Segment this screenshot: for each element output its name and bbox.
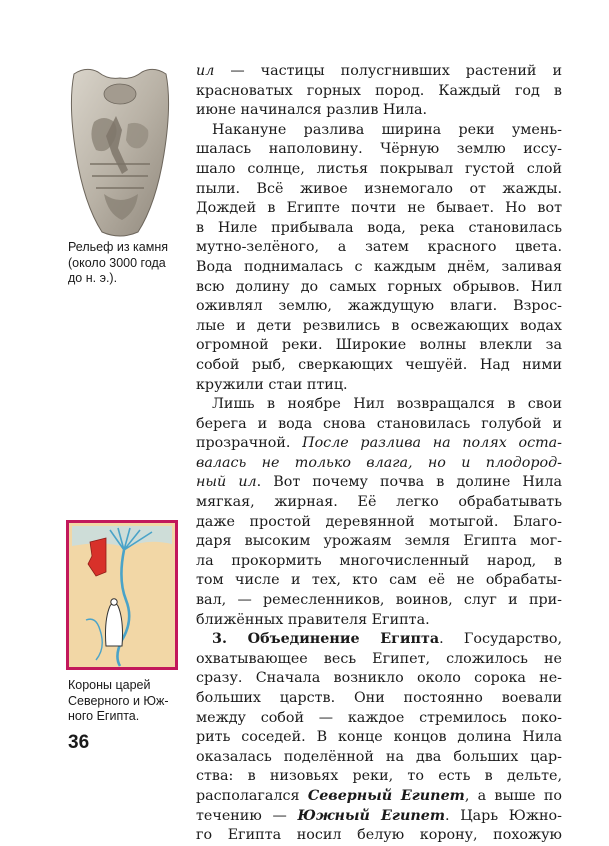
text-line <box>196 278 562 298</box>
text-span: течению — <box>196 807 298 824</box>
text-line <box>196 376 562 396</box>
text-line <box>196 650 562 670</box>
text-span: Дождей в Египте почти не бывает. Но вот <box>196 200 562 217</box>
text-span: ный ил <box>196 474 257 491</box>
stone-relief-figure <box>64 64 176 240</box>
page-number: 36 <box>68 732 90 753</box>
nile-map-icon <box>66 520 178 670</box>
text-line <box>196 121 562 141</box>
stone-relief-icon <box>64 64 176 240</box>
text-span: том числе и тех, кто сам её не обрабаты- <box>196 572 562 589</box>
text-span: пыли. Всё живое изнемогало от жажды. <box>196 180 562 197</box>
text-span: ства: в низовьях реки, то есть в дельте, <box>196 768 562 785</box>
text-span: мутно-зелёного, а затем красного цвета. <box>196 239 562 256</box>
text-line <box>196 728 562 748</box>
text-span: больших царств. Они постоянно воевали <box>196 690 562 706</box>
text-line <box>196 767 562 787</box>
text-span: июне начинался разлив Нила. <box>196 102 428 119</box>
text-span: лые и дети резвились в освежающих водах <box>196 317 562 334</box>
text-line <box>196 454 562 474</box>
text-line <box>196 709 562 729</box>
text-line <box>196 630 562 650</box>
text-line <box>196 669 562 689</box>
text-line <box>196 807 562 827</box>
text-span: сразу. Сначала возникло около сорока не- <box>196 670 562 687</box>
relief-caption: Рельеф из камня (около 3000 года до н. э.). <box>68 240 168 285</box>
text-line <box>196 101 562 121</box>
text-line <box>196 493 562 513</box>
text-span: собой рыб, сверкающих чешуёй. Над ними <box>196 356 562 373</box>
text-line <box>196 434 562 454</box>
text-span: оживлял землю, жаждущую влаги. Взрос- <box>196 298 562 315</box>
text-span: Накануне разлива ширина реки умень- <box>212 121 562 138</box>
text-line <box>196 513 562 533</box>
text-line <box>196 317 562 337</box>
text-span: кружили стаи птиц. <box>196 376 348 393</box>
text-span: ла прокормить многочисленный народ, в <box>196 552 562 569</box>
text-line <box>196 552 562 572</box>
text-span: . Царь Южно- <box>444 807 562 824</box>
text-line <box>196 787 562 807</box>
text-line <box>196 356 562 376</box>
text-span: — частицы полусгнивших растений и <box>214 63 562 79</box>
text-line <box>196 532 562 552</box>
text-span: го Египта носил белую корону, похожую <box>196 827 562 844</box>
nile-map-figure <box>66 520 178 670</box>
text-span: берега и вода снова становилась голубой и <box>196 415 562 432</box>
text-line <box>196 160 562 180</box>
text-span: Северный Египет <box>307 787 465 804</box>
text-line <box>196 336 562 356</box>
text-line <box>196 826 562 846</box>
text-line <box>196 219 562 239</box>
text-span: валась не только влага, но и плодород- <box>196 454 562 471</box>
text-line <box>196 82 562 102</box>
text-span: рить соседей. В конце концов долина Нила <box>196 729 562 746</box>
text-line <box>196 748 562 768</box>
text-span: После разлива на полях оста- <box>302 435 563 452</box>
text-span: вал, — ремесленников, воинов, слуг и при- <box>196 592 562 609</box>
text-line <box>196 689 562 709</box>
text-line <box>196 140 562 160</box>
text-line <box>196 473 562 493</box>
main-text <box>196 62 562 846</box>
text-line <box>196 611 562 631</box>
text-line <box>196 258 562 278</box>
text-line <box>196 395 562 415</box>
text-span: . Вот почему почва в долине Нила <box>256 474 563 491</box>
text-span: ближённых правителя Египта. <box>196 611 430 628</box>
text-span: прозрачной. <box>196 435 303 452</box>
text-line <box>196 62 562 82</box>
text-span: шалась наполовину. Чёрную землю иссу- <box>196 141 562 158</box>
text-span: огромной реки. Широкие волны влекли за <box>196 337 562 354</box>
section-heading: 3. Объединение Египта <box>212 631 440 648</box>
text-span: в Ниле прибывала вода, река становилась <box>196 219 562 236</box>
text-span: даже простой деревянной мотыгой. Благо- <box>196 513 562 530</box>
text-span: . Государство, <box>439 631 562 648</box>
text-span: охватывающее весь Египет, сложилось не <box>196 650 562 667</box>
text-span: мягкая, жирная. Её легко обрабатывать <box>196 494 562 511</box>
text-line <box>196 238 562 258</box>
text-span: оказалась поделённой на два больших цар- <box>196 748 562 765</box>
text-span: Вода поднималась с каждым днём, заливая <box>196 258 562 275</box>
text-line <box>196 297 562 317</box>
text-span: шало солнце, листья покрывал густой слой <box>196 160 562 177</box>
text-span: ил <box>196 63 215 79</box>
text-line <box>196 591 562 611</box>
text-span: располагался <box>196 787 308 804</box>
text-span: между собой — каждое стремилось поко- <box>196 709 562 726</box>
map-caption: Короны царей Северного и Юж- ного Египта. <box>68 678 169 723</box>
text-line <box>196 571 562 591</box>
text-line <box>196 180 562 200</box>
text-span: , а выше по <box>464 787 562 804</box>
text-line <box>196 199 562 219</box>
text-span: красноватых горных пород. Каждый год в <box>196 82 562 99</box>
text-span: всю долину до самых горных обрывов. Нил <box>196 278 562 295</box>
text-span: Южный Египет <box>297 807 445 824</box>
text-line <box>196 415 562 435</box>
text-span: даря высоким урожаям земля Египта мог- <box>196 533 562 550</box>
text-span: Лишь в ноябре Нил возвращался в свои <box>212 396 562 413</box>
